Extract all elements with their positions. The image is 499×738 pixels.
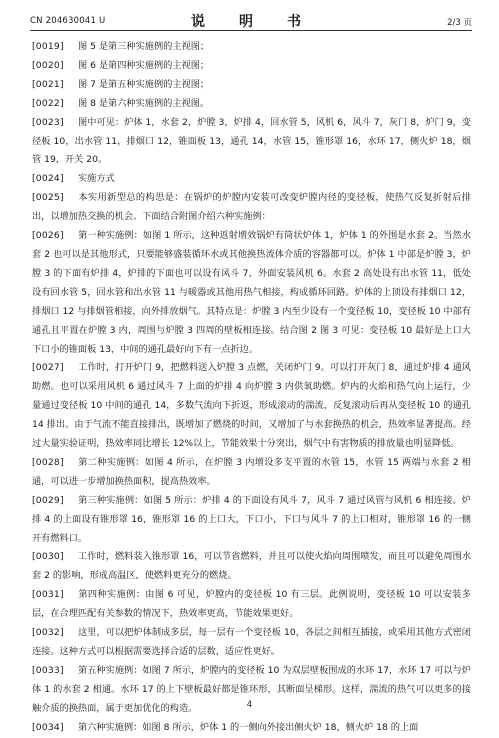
page-number: 4 — [246, 700, 253, 710]
paragraph-number: [0026] — [32, 230, 64, 242]
paragraph-text: 第二种实施例：如图 4 所示，在炉膛 3 内增设多支平置的水管 15，水管 15 两端与水套 2 相通，可以进一步增加换热面积，提高热效率。 — [32, 456, 471, 487]
paragraph-text: 第四种实施例：由图 6 可见，炉膛内的变径板 10 有三层。此例说明，变径板 10 可以安装多层，在合理匹配有关参数的情况下，热效率更高，节能效果更好。 — [32, 589, 471, 620]
page-footer — [0, 700, 499, 710]
paragraph-number: [0032] — [32, 627, 64, 639]
paragraph — [32, 359, 471, 454]
paragraph-number: [0030] — [32, 551, 64, 563]
paragraph — [32, 76, 471, 95]
paragraph-text: 第五种实施例：如图 7 所示，炉膛内的变径板 10 为双层壁板围成的水环 17，水环 17 可以与炉体 1 的水套 2 相通。水环 17 的上下壁板最好都是锥环形，其断面呈梯形。这样，湍流的热气可以更多的接触介质的换热面，属于更加优化的构造。 — [32, 664, 471, 714]
paragraph-number: [0024] — [32, 173, 64, 185]
paragraph-number: [0031] — [32, 589, 64, 601]
header-rule — [30, 30, 472, 31]
paragraph-text: 第三种实施例：如图 5 所示：炉排 4 的下面设有风斗 7，风斗 7 通过风管与风机 6 相连接。炉排 4 的上面设有锥形罩 16，锥形罩 16 的上口大，下口小，下口与风斗 7 的上口相对，锥形罩 16 的一侧开有燃料口。 — [32, 494, 471, 544]
paragraph-number: [0033] — [32, 664, 64, 676]
paragraph — [32, 548, 471, 586]
paragraph-text: 这里，可以把炉体制成多层，每一层有一个变径板 10，各层之间相互插接，或采用其他方式密闭连接。这种方式可以根据需要选择合适的层数，适应性更好。 — [32, 627, 471, 657]
paragraph — [32, 454, 471, 492]
paragraph-number: [0022] — [32, 97, 64, 109]
paragraph — [32, 57, 471, 76]
paragraph-text: 图 6 是第四种实施例的主视图； — [78, 59, 210, 71]
paragraph — [32, 492, 471, 549]
document-body — [32, 38, 471, 738]
paragraph-text: 图中可见：炉体 1，水套 2，炉膛 3，炉排 4，回水管 5，风机 6，风斗 7，灰门 8，炉门 9，变径板 10，出水管 11，排烟口 12，锥面板 13，通孔 14，水管 15，锥形罩 16，水环 17，侧火炉 18，烟管 19，开关 20。 — [32, 116, 471, 166]
paragraph — [32, 170, 471, 189]
paragraph-number: [0028] — [32, 456, 64, 468]
paragraph-number: [0029] — [32, 494, 64, 506]
document-number: CN 204630041 U — [30, 16, 106, 26]
paragraph-text: 第一种实施例：如图 1 所示，这种返射增效锅炉有筒状炉体 1，炉体 1 的外围是水套 2。当然水套 2 也可以是其他形式，只要能够盛装循环水或其他换热流体介质的容器都可以。炉体 1 中部是炉膛 3，炉膛 3 的下面有炉排 4，炉排的下面也可以设有风斗 7，外面安装风机 6。水套 2 高处设有出水管 11，低处设有回水管 5，回水管和出水管 11 与暖器或其他用热气相接，构成循环回路。炉体的上顶设有排烟口 12，排烟口 12 与排烟管相接，向外排放烟气。其特点是：炉膛 3 内至少设有一个变径板 10，变径板 10 中部有通孔且平置在炉膛 3 内，周围与炉膛 3 四周的壁板相连接。结合图 2 图 3 可见：变径板 10 最好是上口大下口小的锥面板 13，中间的通孔最好向下有一点折边。 — [32, 230, 471, 355]
page-indicator: 2/3 页 — [447, 18, 472, 28]
paragraph-number: [0025] — [32, 192, 64, 204]
paragraph — [32, 189, 471, 227]
paragraph — [32, 95, 471, 114]
paragraph-number: [0019] — [32, 41, 64, 52]
paragraph-text: 第六种实施例：如图 8 所示，炉体 1 的一侧向外接出侧火炉 18，侧火炉 18 的上面 — [78, 721, 419, 733]
paragraph-number: [0027] — [32, 362, 64, 374]
paragraph — [32, 624, 471, 662]
paragraph-text: 工作时，打开炉门 9，把燃料送入炉膛 3 点燃，关闭炉门 9。可以打开灰门 8，通过炉排 4 通风助燃。也可以采用风机 6 通过风斗 7 上面的炉排 4 向炉膛 3 内供氧助燃。炉内的火焰和热气向上运行，少量通过变径板 10 中间的通孔 14，多数气流向下折返，形成滚动的湍流，反复滚动后再从变径板 10 的通孔 14 排出。由于气流不能直接排出，既增加了燃烧的时间，又增加了与水套换热的机会，热效率显著提高。经过大量实验证明，热效率同比增长 12%以上，节能效果十分突出，烟气中有害物质的排放量也明显降低。 — [32, 362, 471, 450]
paragraph — [32, 719, 471, 738]
paragraph-text: 图 8 是第六种实施例的主视图。 — [78, 97, 210, 109]
paragraph — [32, 38, 471, 57]
paragraph-number: [0034] — [32, 721, 64, 733]
paragraph-text: 实施方式 — [78, 173, 115, 185]
paragraph-text: 图 7 是第五种实施例的主视图； — [78, 78, 210, 90]
page-title: 说 明 书 — [191, 14, 311, 30]
paragraph — [32, 586, 471, 624]
paragraph-text: 本实用新型总的构思是：在锅炉的炉膛内安装可改变炉膛内径的变径板，使热气反复折射后排出，以增加热交换的机会。下面结合附图介绍六种实施例： — [32, 192, 471, 223]
paragraph — [32, 662, 471, 719]
paragraph — [32, 114, 471, 171]
paragraph-number: [0023] — [32, 116, 64, 128]
paragraph-number: [0020] — [32, 59, 64, 71]
paragraph-text: 图 5 是第三种实施例的主视图； — [78, 41, 210, 52]
paragraph — [32, 227, 471, 359]
paragraph-text: 工作时，燃料装入锥形罩 16，可以节省燃料，并且可以使火焰向周围喷发，而且可以避免周围水套 2 的影响，形成高温区，使燃料更充分的燃烧。 — [32, 551, 471, 582]
paragraph-number: [0021] — [32, 78, 64, 90]
